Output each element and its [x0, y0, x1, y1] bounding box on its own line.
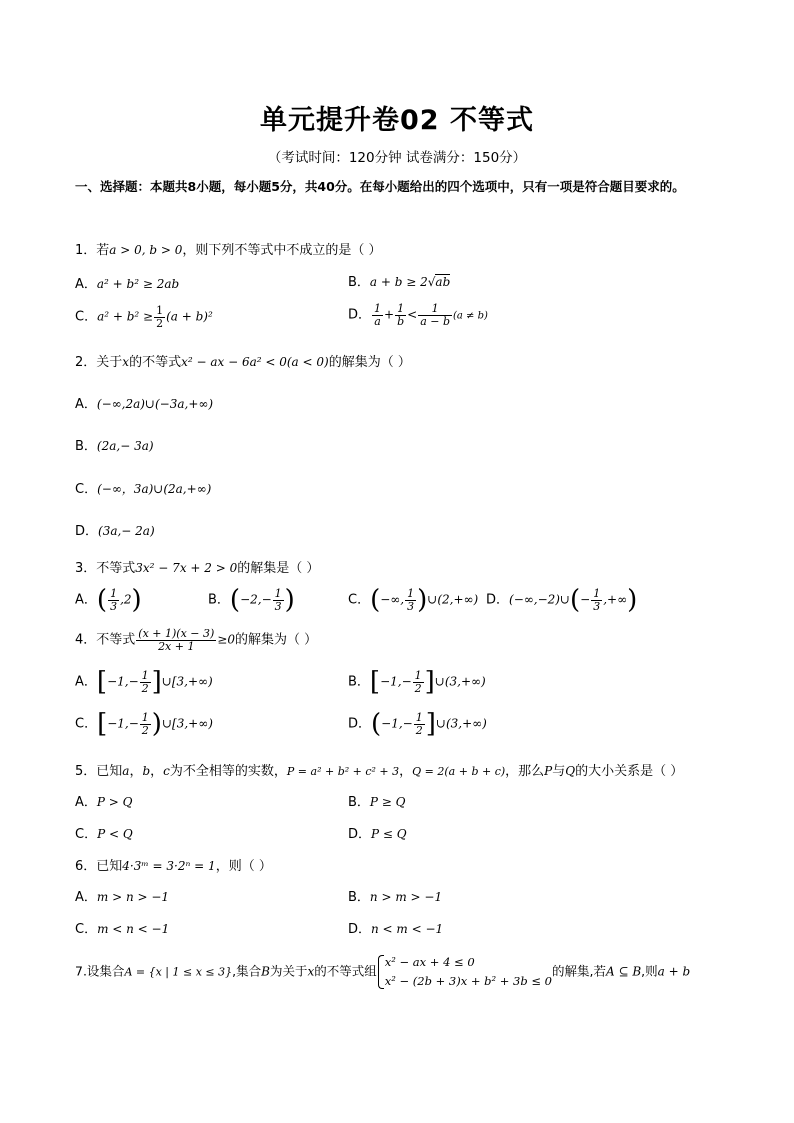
stem-text: 3．不等式: [75, 561, 136, 576]
bracket: ]: [151, 667, 162, 697]
stem-text: 的解集,若: [552, 963, 606, 979]
question-6-stem: [75, 855, 272, 874]
option-label: D．: [75, 524, 99, 539]
option-label: D．: [348, 827, 372, 842]
subset-relation: A ⊆ B: [605, 964, 642, 979]
stem-text: ，则下列不等式中不成立的是（ ）: [182, 243, 382, 258]
q3-option-a[interactable]: [75, 587, 142, 613]
q4-option-b[interactable]: [348, 669, 486, 695]
option-label: D．: [348, 922, 372, 937]
option-math: (−∞,2a)∪(−3a,+∞): [96, 397, 214, 411]
stem-text: ,集合: [232, 963, 262, 979]
separator: ，: [399, 764, 413, 779]
option-label: D．: [486, 592, 510, 608]
expression-q: Q = 2(a + b + c): [412, 765, 506, 778]
option-math: (2a,− 3a): [96, 439, 154, 453]
numerator: 1: [141, 710, 149, 724]
denominator: 2: [414, 681, 422, 695]
option-math: (3a,− 2a): [98, 524, 155, 538]
option-label: D．: [348, 307, 372, 323]
denominator: a: [374, 314, 381, 328]
q1-option-a[interactable]: [75, 273, 179, 292]
stem-text: 的大小关系是（ ）: [575, 764, 684, 779]
stem-text: ,则: [641, 963, 658, 979]
stem-text: 与: [552, 764, 566, 779]
q2-option-a[interactable]: [75, 393, 213, 412]
fraction: [108, 588, 119, 612]
inequality: 3x² − 7x + 2 > 0: [135, 561, 238, 575]
fraction: [136, 628, 216, 652]
denominator: 2: [141, 723, 149, 737]
numerator: 1: [593, 586, 601, 600]
inequality: x² − ax − 6a² < 0(a < 0): [181, 355, 329, 369]
option-label: B．: [208, 592, 230, 608]
q3-option-c[interactable]: [348, 587, 478, 613]
bracket: [: [96, 667, 108, 697]
fraction: [395, 303, 406, 327]
option-label: C．: [75, 309, 98, 325]
paren: (: [370, 585, 381, 615]
option-label: B．: [75, 439, 97, 454]
question-1-stem: [75, 239, 382, 258]
fraction: [591, 588, 602, 612]
option-math: −2,−: [240, 592, 272, 607]
fraction: [154, 305, 165, 329]
option-math: (−∞,−2)∪: [509, 592, 570, 607]
stem-text: 的不等式: [129, 355, 182, 370]
stem-text: ，则（ ）: [215, 859, 272, 874]
q4-option-c[interactable]: [75, 711, 213, 737]
paren: (: [570, 585, 581, 615]
q2-option-b[interactable]: [75, 435, 154, 454]
option-label: C．: [75, 716, 98, 732]
option-math: ,+∞: [603, 592, 628, 607]
question-5-stem: [75, 760, 683, 779]
exam-info: （考试时间：120分钟 试卷满分：150分）: [267, 150, 527, 166]
option-label: A．: [75, 277, 97, 292]
q1-option-b[interactable]: [348, 271, 450, 290]
option-math: ∪(2,+∞): [427, 592, 479, 607]
radicand: ab: [435, 275, 451, 289]
option-math: ∪(3,+∞): [435, 716, 487, 731]
separator: ，: [129, 764, 143, 779]
equation: 4·3ᵐ = 3·2ⁿ = 1: [122, 859, 216, 873]
bracket: [: [97, 709, 108, 739]
numerator: 1: [407, 586, 415, 600]
paren: ): [151, 709, 162, 739]
numerator: 1: [414, 668, 422, 682]
option-math: ∪[3,+∞): [161, 716, 213, 731]
numerator: 1: [141, 668, 149, 682]
variable: P: [544, 764, 553, 778]
paren: ): [417, 585, 428, 615]
option-math: ,2: [120, 592, 132, 607]
option-math: (−∞，3a)∪(2a,+∞): [97, 482, 212, 496]
option-label: B．: [348, 674, 370, 690]
numerator: (x + 1)(x − 3): [138, 627, 215, 640]
question-2-stem: [75, 351, 411, 370]
option-label: B．: [348, 795, 370, 810]
q4-option-d[interactable]: [348, 711, 487, 737]
numerator: 1: [110, 586, 118, 600]
option-label: A．: [75, 890, 97, 905]
paren: ): [131, 585, 142, 615]
fraction: [418, 303, 452, 327]
fraction: [405, 588, 416, 612]
numerator: 1: [395, 303, 406, 316]
bracket: [: [369, 667, 381, 697]
question-3-stem: [75, 557, 319, 576]
expression-p: P = a² + b² + c² + 3: [286, 765, 400, 778]
separator: ，: [150, 764, 164, 779]
option-label: A．: [75, 795, 97, 810]
option-math: P > Q: [96, 795, 133, 809]
numerator: 1: [374, 302, 382, 315]
paren: (: [96, 585, 108, 615]
q2-option-c[interactable]: [75, 478, 211, 497]
q6-option-c[interactable]: [75, 918, 169, 937]
option-label: D．: [348, 716, 372, 732]
q4-option-a[interactable]: [75, 669, 213, 695]
q2-option-d[interactable]: [75, 520, 155, 539]
denominator: 3: [407, 599, 415, 613]
fraction: [414, 712, 425, 736]
system-line-2: x² − (2b + 3)x + b² + 3b ≤ 0: [384, 974, 552, 988]
option-label: C．: [75, 922, 98, 937]
q3-option-d[interactable]: [486, 587, 637, 613]
fraction: [273, 588, 284, 612]
stem-text: 为关于: [269, 963, 308, 979]
option-math: n < m < −1: [371, 922, 444, 936]
paren: ): [627, 585, 638, 615]
option-label: B．: [348, 275, 370, 290]
denominator: 3: [274, 599, 282, 613]
page-title: 单元提升卷02 不等式: [260, 105, 534, 136]
option-math: −1,−: [381, 716, 413, 731]
denominator: 3: [110, 599, 118, 613]
stem-text: 2．关于: [75, 355, 123, 370]
stem-text: 的解集为（ ）: [234, 632, 318, 648]
option-math: −1,−: [107, 674, 139, 689]
variable: x: [307, 964, 315, 979]
variable: b: [142, 764, 151, 778]
stem-text: 的不等式组: [314, 963, 377, 979]
stem-text: 6．已知: [75, 859, 123, 874]
fraction: [413, 670, 424, 694]
condition: a > 0, b > 0: [109, 243, 183, 257]
option-math: −∞,: [380, 592, 405, 607]
numerator: 1: [274, 586, 282, 600]
denominator: 2: [141, 681, 149, 695]
option-label: B．: [348, 890, 370, 905]
paren: ): [284, 585, 295, 615]
option-math: ∪(3,+∞): [434, 674, 486, 689]
q1-option-d[interactable]: [348, 303, 488, 327]
stem-text: 的解集为（ ）: [328, 355, 411, 370]
option-math: −1,−: [380, 674, 412, 689]
variable: B: [261, 964, 270, 979]
bracket: ]: [424, 667, 435, 697]
denominator: a − b: [420, 314, 450, 328]
section-heading: 一、选择题：本题共8小题，每小题5分，共40分。在每小题给出的四个选项中，只有一项是符合题目要求的。: [75, 179, 685, 194]
system-line-1: x² − ax + 4 ≤ 0: [384, 955, 475, 969]
denominator: b: [397, 314, 405, 328]
fraction: [372, 303, 383, 327]
radical-sign: √: [427, 275, 436, 289]
q3-option-b[interactable]: [208, 587, 295, 613]
fraction: [140, 670, 151, 694]
option-label: C．: [348, 592, 371, 608]
option-math: a² + b² ≥: [97, 309, 154, 324]
option-math: a + b ≥ 2: [369, 275, 428, 289]
operator: <: [407, 307, 418, 322]
option-math: ∪[3,+∞): [161, 674, 213, 689]
variable: Q: [565, 764, 576, 778]
option-math: −1,−: [107, 716, 139, 731]
set-a: A = {x | 1 ≤ x ≤ 3}: [124, 965, 233, 979]
option-math: P ≤ Q: [371, 827, 407, 841]
option-label: A．: [75, 674, 97, 690]
operator: ≥0: [217, 632, 235, 647]
option-label: A．: [75, 397, 97, 412]
option-label: C．: [75, 482, 98, 497]
stem-text: 的解集是（ ）: [237, 561, 320, 576]
option-math: P ≥ Q: [369, 795, 406, 809]
stem-text: 1．若: [75, 243, 110, 258]
inequality-system: [377, 953, 552, 991]
denominator: 2: [415, 723, 423, 737]
fraction: [140, 712, 151, 736]
expression: a + b: [657, 964, 691, 979]
stem-text: 5．已知: [75, 764, 123, 779]
paren: (: [371, 709, 382, 739]
q5-option-d[interactable]: [348, 823, 407, 842]
option-math: −: [580, 592, 591, 607]
stem-text: 为不全相等的实数，: [169, 764, 287, 779]
denominator: 2: [156, 316, 164, 330]
stem-text: ，那么: [505, 764, 545, 779]
denominator: 2x + 1: [158, 639, 195, 653]
option-math: n > m > −1: [369, 890, 443, 904]
q1-option-c[interactable]: [75, 305, 213, 329]
stem-text: 4．不等式: [75, 632, 136, 648]
option-label: C．: [75, 827, 98, 842]
q6-option-a[interactable]: [75, 886, 169, 905]
q5-option-a[interactable]: [75, 791, 133, 810]
numerator: 1: [418, 303, 452, 316]
variable: x: [122, 355, 130, 369]
option-math: (a + b)²: [166, 309, 213, 324]
condition: (a ≠ b): [453, 310, 488, 322]
variable: c: [163, 764, 170, 778]
numerator: 1: [415, 710, 423, 724]
q6-option-d[interactable]: [348, 918, 443, 937]
option-math: a² + b² ≥ 2ab: [96, 277, 180, 291]
q5-option-b[interactable]: [348, 791, 406, 810]
option-math: m > n > −1: [96, 890, 170, 904]
option-math: P < Q: [97, 827, 133, 841]
option-label: A．: [75, 592, 97, 608]
question-4-stem: [75, 628, 317, 652]
variable: a: [122, 764, 130, 778]
stem-text: 7.设集合: [75, 963, 125, 979]
question-7-stem: [75, 953, 690, 991]
option-math: m < n < −1: [97, 922, 170, 936]
q5-option-c[interactable]: [75, 823, 133, 842]
bracket: ]: [425, 709, 436, 739]
paren: (: [229, 585, 241, 615]
q6-option-b[interactable]: [348, 886, 442, 905]
numerator: 1: [156, 304, 164, 317]
operator: +: [384, 307, 395, 322]
denominator: 3: [593, 599, 601, 613]
